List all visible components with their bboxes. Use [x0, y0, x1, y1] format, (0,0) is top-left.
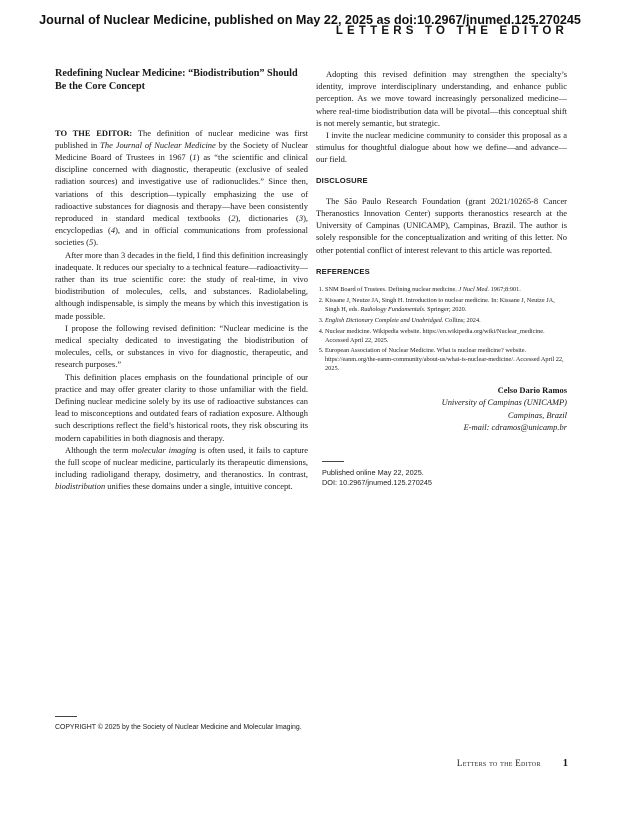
reference-item[interactable]: 5. European Association of Nuclear Medicine. What is nuclear medicine? website. https://eanm.org/the-eanm-community/about-us/what-is-nuclear-medicine/. Accessed April 22, 2025.: [325, 347, 567, 374]
copyright-notice: [55, 716, 302, 731]
divider: [322, 461, 344, 462]
text-run: is often used, it fails to capture the full scope of nuclear medicine, particularly its therapeutic dimensions, including radioligand therapy, dosimetry, and theranostics. In contrast,: [55, 444, 308, 480]
author-name: Celso Dario Ramos: [497, 385, 567, 396]
text-run: The definition of nuclear medicine was first published in: [55, 127, 309, 150]
paragraph-2: After more than 3 decades in the field, I find this definition increasingly inadequate. It reduces our specialty to a technical feature—radioactivity—rather than its true scientific core: the study of real-time, in vivo biodistribution of molecules, cells, and substances. Radiolabeling, although indispensable, is simply the means by which this investigation is made possible.: [55, 249, 308, 321]
text-run: Collins; 2024.: [443, 316, 481, 324]
ref-book: English Dictionary Complete and Unabridged.: [325, 316, 444, 324]
reference-item: [325, 297, 567, 315]
lead-in: TO THE EDITOR:: [55, 127, 133, 138]
journal-name: The Journal of Nuclear Medicine: [100, 139, 216, 150]
disclosure-heading: DISCLOSURE: [316, 175, 368, 185]
text-run: ), encyclopedias (: [55, 213, 309, 236]
paragraph-3: I propose the following revised definition: “Nuclear medicine is the medical specialty dedicated to investigating the biodistribution of molecules, cells, or substances in vivo for diagnostic, therapeutic, and research purposes.”: [55, 322, 308, 370]
term-molecular-imaging: molecular imaging: [131, 444, 197, 455]
reference-item: [325, 317, 567, 326]
section-label: LETTERS TO THE EDITOR: [335, 25, 568, 37]
doi[interactable]: DOI: 10.2967/jnumed.125.270245: [322, 478, 432, 487]
reference-item: [325, 286, 567, 295]
page-footer: [457, 758, 568, 769]
article-title: Redefining Nuclear Medicine: “Biodistribution” Should Be the Core Concept: [55, 68, 298, 92]
ref-citation[interactable]: 1: [192, 152, 197, 162]
published-date: Published online May 22, 2025.: [322, 468, 424, 477]
author-location: Campinas, Brazil: [507, 409, 567, 420]
ref-book: Radiology Fundamentals.: [360, 305, 426, 313]
footer-section: Letters to the Editor: [456, 758, 541, 768]
ref-journal: J Nucl Med.: [458, 286, 490, 294]
reference-list: [316, 286, 567, 374]
text-run: ), dictionaries (: [235, 213, 299, 224]
text-run: ), and in official communications from professional societies (: [55, 225, 308, 248]
author-signature: [316, 384, 567, 433]
disclosure-text: The São Paulo Research Foundation (grant 2021/10265-8 Cancer Theranostics Innovation Center) supports theranostics research at the University of Campinas (UNICAMP), Campinas, Brazil. The author is solely responsible for the conceptualization and writing of this letter. No other potential conflict of interest relevant to this article was reported.: [316, 195, 567, 255]
references-heading: REFERENCES: [316, 266, 370, 276]
text-run: ).: [93, 237, 99, 248]
paragraph-intro: [55, 127, 308, 249]
text-run: Kissane J, Neutze JA, Singh H. Introduction to nuclear medicine. In: Kissane J, Neutze JA, Singh H, eds.: [325, 296, 555, 313]
author-email[interactable]: E-mail: cdramos@unicamp.br: [463, 421, 567, 432]
ref-citation[interactable]: 4: [110, 225, 116, 236]
left-column: [55, 68, 308, 493]
ref-citation[interactable]: 2: [231, 213, 236, 224]
text-run: 1967;8:901.: [489, 286, 521, 294]
text-run: Although the term: [65, 444, 132, 455]
paragraph-4: This definition places emphasis on the foundational principle of our practice and may offer greater clarity to those unfamiliar with the field. Defining nuclear medicine solely by its use of radioactive substances can lead to misconceptions and outdated fears of radiation exposure. Although such descriptions reflect the field’s historical roots, they risk obscuring its modern capabilities in both diagnosis and therapy.: [55, 371, 308, 443]
journal-banner: Journal of Nuclear Medicine, published on May 22, 2025 as doi:10.2967/jnumed.125.270245: [39, 13, 581, 27]
paragraph-5: [55, 444, 308, 493]
ref-citation[interactable]: 5: [88, 237, 94, 248]
ref-citation[interactable]: 3: [298, 213, 304, 224]
text-run: unifies these domains under a single, intuitive concept.: [105, 481, 293, 492]
right-column: [316, 68, 567, 433]
text-run: Springer; 2020.: [425, 305, 467, 313]
term-biodistribution: biodistribution: [55, 481, 106, 492]
reference-item[interactable]: 4. Nuclear medicine. Wikipedia website. https://en.wikipedia.org/wiki/Nuclear_medicine. Accessed April 22, 2025.: [325, 328, 567, 346]
text-run: SNM Board of Trustees. Defining nuclear medicine.: [325, 286, 459, 294]
page-number: 1: [562, 758, 568, 769]
author-affiliation: University of Campinas (UNICAMP): [441, 397, 567, 408]
divider: [55, 716, 77, 717]
publication-note: [322, 461, 432, 488]
copyright-text: COPYRIGHT © 2025 by the Society of Nuclear Medicine and Molecular Imaging.: [55, 724, 302, 731]
paragraph-6: Adopting this revised definition may strengthen the specialty’s identity, improve interdisciplinary understanding, and enhance public perception. As we move toward increasingly personalized medicine—where real-time biodistribution data will be pivotal—this conceptual shift is not merely semantic, but strategic.: [316, 69, 567, 128]
text-run: by the Society of Nuclear Medicine Board of Trustees in 1967 (: [55, 139, 308, 162]
text-run: ) as “the scientific and clinical discipline concerned with diagnostic, therapeutic (exclusive of sealed radiation sources) and investigative use of radionuclides.” Since then, variations of this description—typically emphasizing the use of radioactive substances for diagnosis and therapy—have been consistently reproduced in standard medical textbooks (: [55, 152, 308, 224]
paragraph-7: I invite the nuclear medicine community to consider this proposal as a stimulus for thoughtful dialogue about how we define—and advance—our field.: [316, 130, 567, 165]
